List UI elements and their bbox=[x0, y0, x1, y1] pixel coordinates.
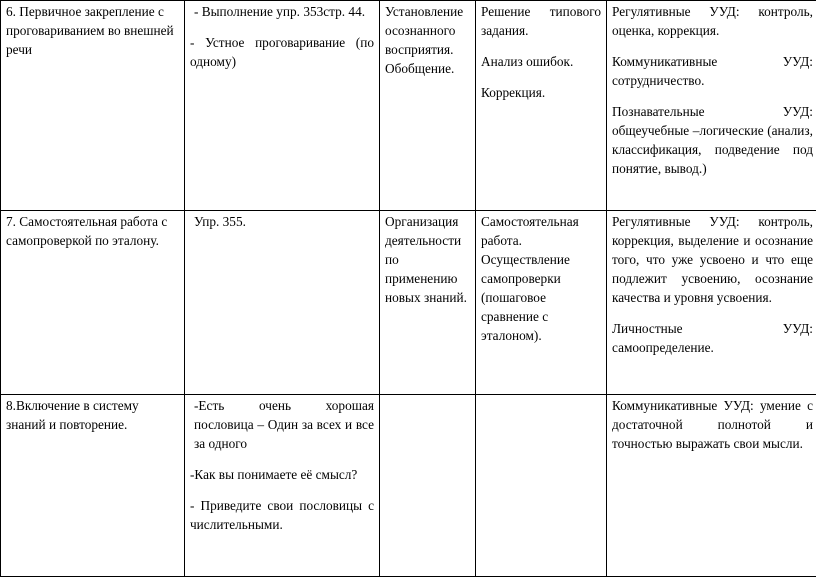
student-text: Самостоятельная работа. Осуществление самопроверки (пошаговое сравнение с эталоном). bbox=[481, 212, 601, 345]
table-row bbox=[1, 395, 816, 577]
uud-cell bbox=[607, 1, 816, 211]
uud-text: Коммуникативные УУД: умение с достаточной полнотой и точностью выражать свои мысли. bbox=[612, 396, 813, 453]
teacher-activity-cell bbox=[185, 1, 380, 211]
student-text: Решение типового задания. bbox=[481, 2, 601, 40]
goal-text: Организация деятельности по применению новых знаний. bbox=[385, 212, 470, 307]
stage-text: 6. Первичное закрепление с проговариванием во внешней речи bbox=[6, 2, 179, 59]
teacher-text: Упр. 355. bbox=[190, 212, 374, 231]
uud-text: Познавательные УУД: общеучебные –логические (анализ, классификация, подведение под понятие, вывод.) bbox=[612, 102, 813, 178]
teacher-text: - Приведите свои пословицы с числительными. bbox=[190, 496, 374, 534]
goal-cell bbox=[380, 395, 476, 577]
student-text: Анализ ошибок. bbox=[481, 52, 601, 71]
teacher-activity-cell bbox=[185, 211, 380, 395]
table-row bbox=[1, 1, 816, 211]
uud-text: Личностные УУД: самоопределение. bbox=[612, 319, 813, 357]
teacher-text: - Устное проговаривание (по одному) bbox=[190, 33, 374, 71]
stage-text: 7. Самостоятельная работа с самопроверкой по эталону. bbox=[6, 212, 179, 250]
uud-text: Регулятивные УУД: контроль, коррекция, выделение и осознание того, что уже усвоено и что еще подлежит усвоению, осознание качества и уровня усвоения. bbox=[612, 212, 813, 307]
student-text: Коррекция. bbox=[481, 83, 601, 102]
student-activity-cell bbox=[476, 395, 607, 577]
goal-cell bbox=[380, 211, 476, 395]
uud-cell bbox=[607, 395, 816, 577]
uud-text: Коммуникативные УУД: сотрудничество. bbox=[612, 52, 813, 90]
stage-cell bbox=[1, 1, 185, 211]
student-activity-cell bbox=[476, 1, 607, 211]
student-activity-cell bbox=[476, 211, 607, 395]
uud-text: Регулятивные УУД: контроль, оценка, коррекция. bbox=[612, 2, 813, 40]
goal-cell bbox=[380, 1, 476, 211]
teacher-text: - Выполнение упр. 353стр. 44. bbox=[190, 2, 374, 21]
teacher-text: -Как вы понимаете её смысл? bbox=[190, 465, 374, 484]
teacher-activity-cell bbox=[185, 395, 380, 577]
table-row bbox=[1, 211, 816, 395]
stage-cell bbox=[1, 395, 185, 577]
uud-cell bbox=[607, 211, 816, 395]
stage-text: 8.Включение в систему знаний и повторение. bbox=[6, 396, 179, 434]
teacher-text: -Есть очень хорошая пословица – Один за всех и все за одного bbox=[190, 396, 374, 453]
stage-cell bbox=[1, 211, 185, 395]
goal-text: Установление осознанного восприятия. Обобщение. bbox=[385, 2, 470, 78]
